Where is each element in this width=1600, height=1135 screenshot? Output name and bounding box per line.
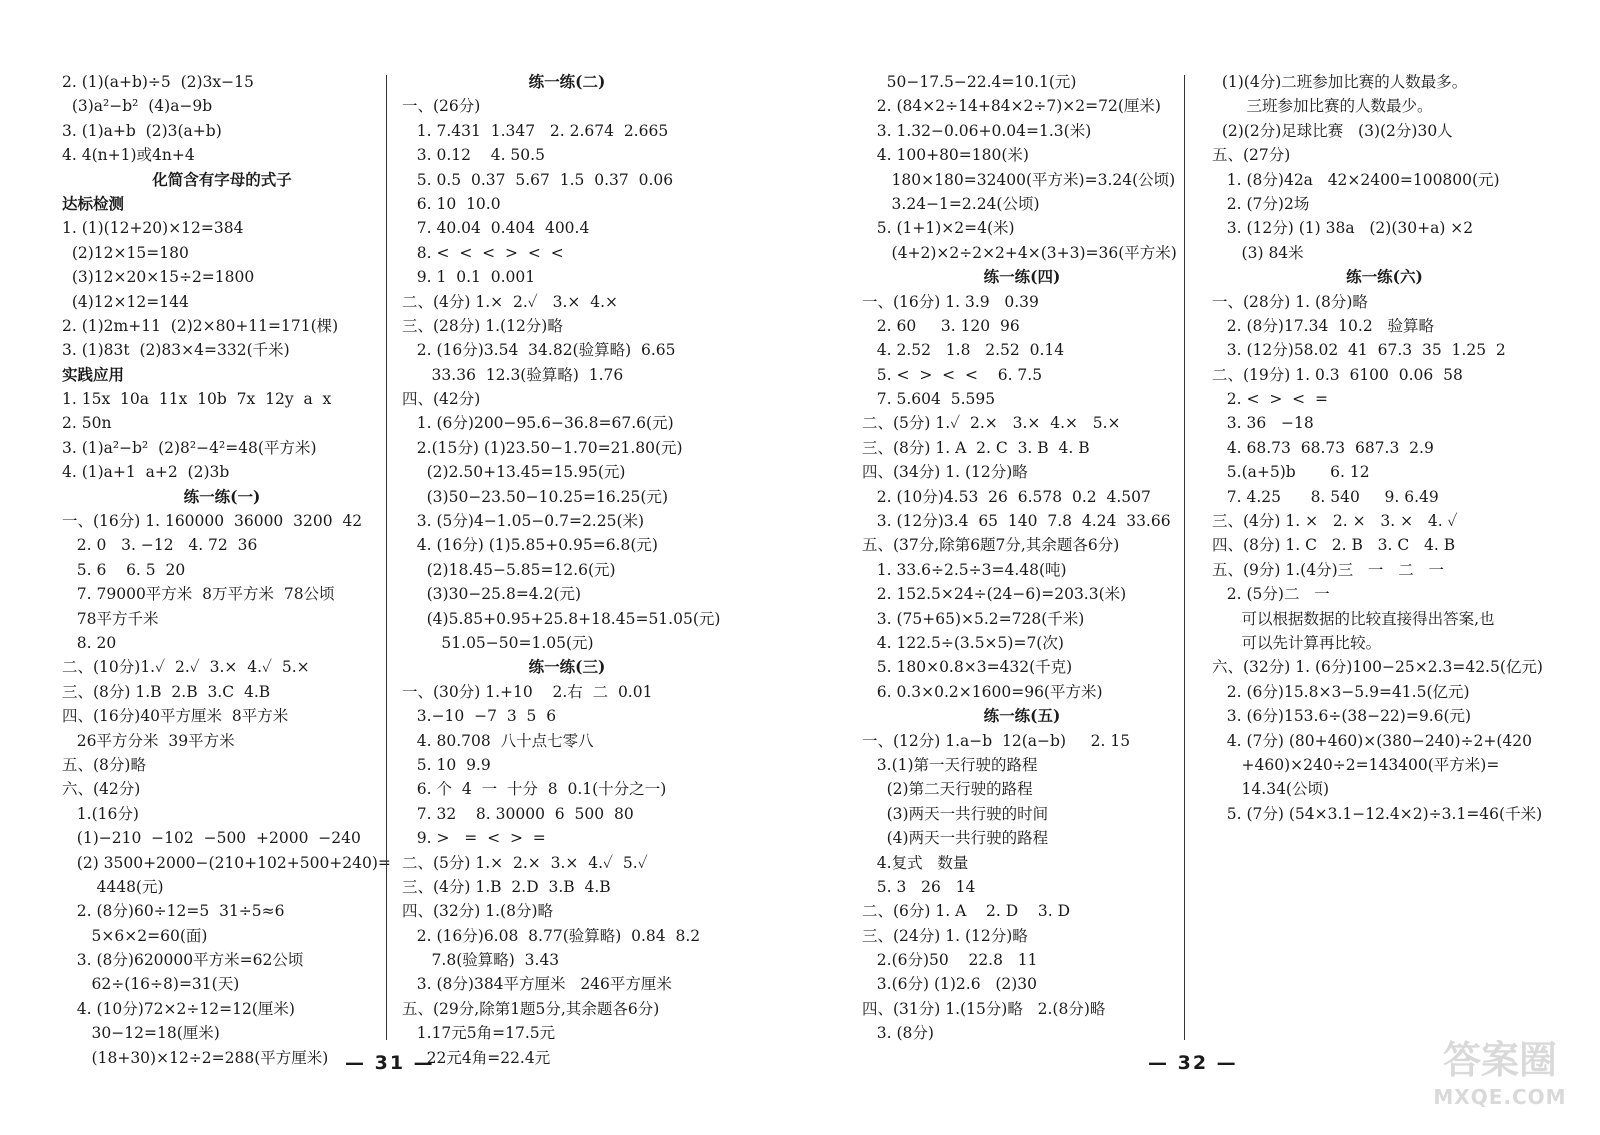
answer-line: 26平方分米 39平方米 <box>62 731 235 750</box>
answer-line: 3. 0.12 4. 50.5 <box>402 146 545 165</box>
answer-line: 6. 个 4 一 十分 8 0.1(十分之一) <box>402 780 667 799</box>
answer-line: 78平方千米 <box>62 609 159 628</box>
answer-line: (2)(2分)足球比赛 (3)(2分)30人 <box>1212 121 1453 140</box>
answer-line: 4. 2.52 1.8 2.52 0.14 <box>862 341 1065 360</box>
answer-line: (3) 84米 <box>1212 243 1304 262</box>
answer-line: 2. (16分)3.54 34.82(验算略) 6.65 <box>402 341 676 360</box>
answer-line: (2) 3500+2000−(210+102+500+240)= <box>62 853 391 872</box>
answer-line: 1. (6分)200−95.6−36.8=67.6(元) <box>402 414 674 433</box>
column-divider <box>1184 75 1185 1040</box>
answer-line: 33.36 12.3(验算略) 1.76 <box>402 365 624 384</box>
answer-line: 4448(元) <box>62 877 164 896</box>
section-heading: 练一练(三) <box>528 657 606 677</box>
answer-line: 3. (75+65)×5.2=728(千米) <box>862 609 1085 628</box>
section-heading: 练一练(五) <box>983 706 1061 726</box>
answer-line: 4. (1)a+1 a+2 (2)3b <box>62 463 230 482</box>
answer-line: 5. 3 26 14 <box>862 877 976 896</box>
answer-line: 2. (5分)二 一 <box>1212 585 1330 604</box>
answer-line: 2. 152.5×24÷(24−6)=203.3(米) <box>862 585 1127 604</box>
answer-line: 三班参加比赛的人数最少。 <box>1212 97 1433 116</box>
answer-line: 3.(1)第一天行驶的路程 <box>862 755 1038 774</box>
answer-line: 二、(4分) 1.× 2.✓ 3.× 4.× <box>402 292 618 311</box>
answer-line: 1. (8分)42a 42×2400=100800(元) <box>1212 170 1500 189</box>
answer-line: (1)−210 −102 −500 +2000 −240 <box>62 829 361 848</box>
answer-line: 一、(16分) 1. 3.9 0.39 <box>862 292 1039 311</box>
answer-line: 5. 6 6. 5 20 <box>62 560 186 579</box>
page-number: — 32 — <box>1148 1052 1238 1074</box>
answer-line: 2. (1)(a+b)÷5 (2)3x−15 <box>62 73 254 91</box>
watermark-text-top: 答案圈 <box>1442 1038 1557 1082</box>
answer-line: 三、(4分) 1. × 2. × 3. × 4. ✓ <box>1212 512 1458 531</box>
answer-line: 5.(a+5)b 6. 12 <box>1212 463 1370 482</box>
answer-line: 7. 4.25 8. 540 9. 6.49 <box>1212 487 1439 506</box>
answer-line: 5×6×2=60(面) <box>62 926 208 945</box>
answer-line: 62÷(16÷8)=31(天) <box>62 975 240 994</box>
subsection-heading: 达标检测 <box>62 193 125 213</box>
section-heading: 练一练(四) <box>983 267 1061 287</box>
answer-line: 2. (84×2÷14+84×2÷7)×2=72(厘米) <box>862 97 1161 116</box>
answer-line: 2.(6分)50 22.8 11 <box>862 951 1038 970</box>
answer-line: 9. 1 0.1 0.001 <box>402 268 536 287</box>
answer-line: 四、(32分) 1.(8分)略 <box>402 902 553 921</box>
answer-line: 3. (8分) <box>862 1024 934 1043</box>
answer-line: (2)12×15=180 <box>62 243 189 262</box>
page31-column-right <box>402 70 732 1070</box>
answer-line: 一、(26分) <box>402 97 481 116</box>
answer-line: 7. 79000平方米 8万平方米 78公顷 <box>62 585 335 604</box>
answer-line: 50−17.5−22.4=10.1(元) <box>862 73 1077 91</box>
answer-line: 3. (6分)153.6÷(38−22)=9.6(元) <box>1212 707 1472 726</box>
answer-line: 三、(28分) 1.(12分)略 <box>402 316 563 335</box>
answer-line: 8. 20 <box>62 633 117 652</box>
page32-column-left <box>862 70 1182 1046</box>
answer-line: 3. (12分) (1) 38a (2)(30+a) ×2 <box>1212 219 1474 238</box>
column-divider <box>386 75 387 1040</box>
section-heading: 练一练(二) <box>528 72 606 91</box>
answer-line: 四、(8分) 1. C 2. B 3. C 4. B <box>1212 536 1456 555</box>
answer-line: 3. (5分)4−1.05−0.7=2.25(米) <box>402 512 645 531</box>
answer-line: 二、(6分) 1. A 2. D 3. D <box>862 902 1070 921</box>
answer-line: 6. 0.3×0.2×1600=96(平方米) <box>862 682 1103 701</box>
answer-line: 7. 40.04 0.404 400.4 <box>402 219 590 238</box>
answer-line: 3. (12分)3.4 65 140 7.8 4.24 33.66 <box>862 512 1171 531</box>
answer-line: 3. (1)a²−b² (2)8²−4²=48(平方米) <box>62 438 317 457</box>
answer-line: 3.−10 −7 3 5 6 <box>402 707 557 726</box>
answer-line: 1.(16分) <box>62 804 139 823</box>
answer-line: 4. (10分)72×2÷12=12(厘米) <box>62 999 295 1018</box>
answer-line: 4. (16分) (1)5.85+0.95=6.8(元) <box>402 536 658 555</box>
answer-line: 5. 180×0.8×3=432(千克) <box>862 658 1073 677</box>
answer-line: (3)两天一共行驶的时间 <box>862 804 1049 823</box>
answer-line: (2)18.45−5.85=12.6(元) <box>402 560 616 579</box>
answer-line: 二、(5分) 1.× 2.× 3.× 4.✓ 5.✓ <box>402 853 648 872</box>
answer-line: 一、(30分) 1.+10 2.右 二 0.01 <box>402 682 653 701</box>
answer-line: 五、(8分)略 <box>62 755 146 774</box>
answer-line: 2. (7分)2场 <box>1212 194 1310 213</box>
answer-line: 一、(28分) 1. (8分)略 <box>1212 292 1368 311</box>
answer-line: 1. 7.431 1.347 2. 2.674 2.665 <box>402 121 669 140</box>
answer-line: (2)第二天行驶的路程 <box>862 780 1033 799</box>
answer-line: 7. 5.604 5.595 <box>862 390 996 409</box>
answer-line: 3.(6分) (1)2.6 (2)30 <box>862 975 1038 994</box>
answer-line: 三、(8分) 1.B 2.B 3.C 4.B <box>62 682 271 701</box>
page32-column-right <box>1212 70 1557 826</box>
answer-line: (3)12×20×15÷2=1800 <box>62 268 255 287</box>
watermark-text-bottom: MXQE.COM <box>1433 1085 1567 1109</box>
answer-line: 五、(29分,除第1题5分,其余题各6分) <box>402 999 660 1018</box>
answer-line: 五、(9分) 1.(4分)三 一 二 一 <box>1212 560 1444 579</box>
answer-line: 2.(15分) (1)23.50−1.70=21.80(元) <box>402 438 683 457</box>
answer-line: 9. > = < > = <box>402 829 546 848</box>
answer-line: 4.复式 数量 <box>862 853 969 872</box>
answer-line: 4. 100+80=180(米) <box>862 146 1029 165</box>
answer-page-32 <box>800 0 1600 1135</box>
answer-line: 5. < > < < 6. 7.5 <box>862 365 1043 384</box>
answer-line: 4. 122.5÷(3.5×5)=7(次) <box>862 633 1064 652</box>
answer-line: 3. 36 −18 <box>1212 414 1314 433</box>
answer-line: 2. 60 3. 120 96 <box>862 316 1020 335</box>
answer-line: 四、(16分)40平方厘米 8平方米 <box>62 707 289 726</box>
answer-line: 2. 0 3. −12 4. 72 36 <box>62 536 258 555</box>
answer-line: 180×180=32400(平方米)=3.24(公顷) <box>862 170 1176 189</box>
answer-line: 4. 80.708 八十点七零八 <box>402 731 594 750</box>
answer-line: 五、(37分,除第6题7分,其余题各6分) <box>862 536 1120 555</box>
answer-line: 五、(27分) <box>1212 146 1291 165</box>
answer-line: 二、(10分)1.✓ 2.✓ 3.× 4.✓ 5.× <box>62 658 310 677</box>
answer-line: 四、(42分) <box>402 390 481 409</box>
answer-line: (4)5.85+0.95+25.8+18.45=51.05(元) <box>402 609 721 628</box>
answer-line: 可以根据数据的比较直接得出答案,也 <box>1212 609 1495 628</box>
answer-line: (3)50−23.50−10.25=16.25(元) <box>402 487 668 506</box>
page-number: — 31 — <box>345 1052 435 1074</box>
answer-line: 3. (12分)58.02 41 67.3 35 1.25 2 <box>1212 341 1506 360</box>
answer-line: 二、(19分) 1. 0.3 6100 0.06 58 <box>1212 365 1463 384</box>
subsection-heading: 实践应用 <box>62 364 125 384</box>
answer-line: 5. (1+1)×2=4(米) <box>862 219 1015 238</box>
answer-line: 四、(31分) 1.(15分)略 2.(8分)略 <box>862 999 1106 1018</box>
answer-line: 3. (1)83t (2)83×4=332(千米) <box>62 341 290 360</box>
answer-line: 六、(42分) <box>62 780 141 799</box>
answer-line: 3. (1)a+b (2)3(a+b) <box>62 121 222 140</box>
answer-line: 5. (7分) (54×3.1−12.4×2)÷3.1=46(千米) <box>1212 804 1543 823</box>
answer-line: 1. 33.6÷2.5÷3=4.48(吨) <box>862 560 1067 579</box>
site-watermark-logo <box>1430 1035 1570 1130</box>
answer-line: 3. 1.32−0.06+0.04=1.3(米) <box>862 121 1092 140</box>
answer-line: (4+2)×2÷2×2+4×(3+3)=36(平方米) <box>862 243 1177 262</box>
answer-line: 3.24−1=2.24(公顷) <box>862 194 1040 213</box>
answer-line: 1.17元5角=17.5元 <box>402 1024 556 1043</box>
section-heading: 化简含有字母的式子 <box>152 169 292 189</box>
answer-line: 4. 68.73 68.73 687.3 2.9 <box>1212 438 1434 457</box>
answer-line: 5. 0.5 0.37 5.67 1.5 0.37 0.06 <box>402 170 674 189</box>
answer-line: 51.05−50=1.05(元) <box>402 633 594 652</box>
answer-line: (4)12×12=144 <box>62 292 189 311</box>
answer-line: +460)×240÷2=143400(平方米)= <box>1212 755 1500 774</box>
answer-line: 30−12=18(厘米) <box>62 1024 220 1043</box>
answer-line: (4)两天一共行驶的路程 <box>862 829 1049 848</box>
answer-line: (2)2.50+13.45=15.95(元) <box>402 463 626 482</box>
answer-line: 4. 4(n+1)或4n+4 <box>62 146 195 165</box>
answer-line: 2. (8分)17.34 10.2 验算略 <box>1212 316 1434 335</box>
answer-line: 7.8(验算略) 3.43 <box>402 951 560 970</box>
answer-line: 5. 10 9.9 <box>402 755 491 774</box>
answer-line: 一、(12分) 1.a−b 12(a−b) 2. 15 <box>862 731 1131 750</box>
answer-line: 4. (7分) (80+460)×(380−240)÷2+(420 <box>1212 731 1532 750</box>
answer-line: (1)(4分)二班参加比赛的人数最多。 <box>1212 73 1468 91</box>
answer-line: 3. (8分)620000平方米=62公顷 <box>62 951 304 970</box>
answer-line: 可以先计算再比较。 <box>1212 633 1382 652</box>
answer-line: 7. 32 8. 30000 6 500 80 <box>402 804 634 823</box>
answer-line: 1. (1)(12+20)×12=384 <box>62 219 244 238</box>
answer-line: 2. (16分)6.08 8.77(验算略) 0.84 8.2 <box>402 926 701 945</box>
section-heading: 练一练(一) <box>183 486 261 506</box>
answer-line: 二、(5分) 1.✓ 2.× 3.× 4.× 5.× <box>862 414 1121 433</box>
answer-line: 6. 10 10.0 <box>402 194 501 213</box>
answer-line: 2. (1)2m+11 (2)2×80+11=171(棵) <box>62 316 339 335</box>
answer-line: 2. < > < = <box>1212 390 1329 409</box>
answer-line: (3)a²−b² (4)a−9b <box>62 97 213 116</box>
answer-line: 2. 50n <box>62 414 112 433</box>
answer-line: 14.34(公顷) <box>1212 780 1330 799</box>
answer-line: 2. (10分)4.53 26 6.578 0.2 4.507 <box>862 487 1151 506</box>
answer-line: 2. (6分)15.8×3−5.9=41.5(亿元) <box>1212 682 1470 701</box>
answer-line: 三、(8分) 1. A 2. C 3. B 4. B <box>862 438 1090 457</box>
answer-line: (3)30−25.8=4.2(元) <box>402 585 582 604</box>
answer-line: 1. 15x 10a 11x 10b 7x 12y a x <box>62 390 332 409</box>
answer-line: 8. < < < > < < <box>402 243 564 262</box>
answer-line: 3. (8分)384平方厘米 246平方厘米 <box>402 975 672 994</box>
answer-line: 22元4角=22.4元 <box>402 1048 551 1067</box>
section-heading: 练一练(六) <box>1346 267 1423 287</box>
answer-line: 六、(32分) 1. (6分)100−25×2.3=42.5(亿元) <box>1212 658 1543 677</box>
answer-line: 2. (8分)60÷12=5 31÷5≈6 <box>62 902 285 921</box>
answer-line: 四、(34分) 1. (12分)略 <box>862 463 1028 482</box>
page31-column-left <box>62 70 391 1070</box>
answer-line: 三、(4分) 1.B 2.D 3.B 4.B <box>402 877 611 896</box>
answer-line: 三、(24分) 1. (12分)略 <box>862 926 1028 945</box>
answer-line: (18+30)×12÷2=288(平方厘米) <box>62 1048 329 1067</box>
answer-line: 一、(16分) 1. 160000 36000 3200 42 <box>62 512 363 531</box>
